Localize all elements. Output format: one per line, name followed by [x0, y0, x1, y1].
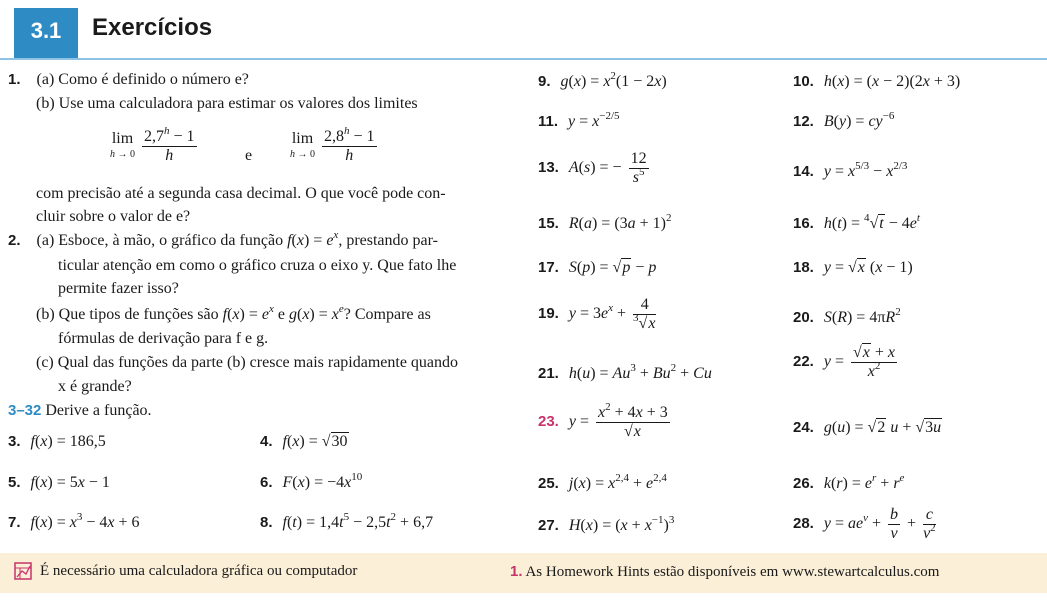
math-expr: $f(x) = e^x$ — [287, 229, 339, 249]
exercise-number: 25. — [538, 475, 559, 492]
exercise-number: 16. — [793, 215, 814, 232]
exercise-number: 5. — [8, 474, 21, 491]
section-badge — [14, 8, 78, 58]
footer-hints-text: As Homework Hints estão disponíveis em www.stewartcalculus.com — [525, 564, 940, 580]
exercise-item: 16. $h(t) = ^4√t - 4e^t$ — [793, 212, 920, 232]
exercise-number: 27. — [538, 517, 559, 534]
exercise-1-part-b: (b) Use uma calculadora para estimar os valores dos limites — [36, 95, 418, 112]
math-expr: $f(x) = e^x$ — [222, 303, 274, 323]
exercise-2-part-c: (c) Qual das funções da parte (b) cresce mais rapidamente quando — [36, 354, 459, 371]
exercise-number: 22. — [793, 353, 814, 371]
exercise-1-text: com precisão até a segunda casa decimal. O que você pode con- — [36, 185, 446, 202]
exercise-item: 17. S(p) = √p − p — [538, 259, 657, 276]
exercise-number: 26. — [793, 475, 814, 492]
exercise-number: 21. — [538, 365, 559, 382]
conjunction: e — [245, 147, 253, 164]
footer-bar — [0, 553, 1047, 593]
exercise-number: 20. — [793, 309, 814, 326]
exercise-text: (a) Como é definido o número e? — [36, 71, 249, 88]
exercise-number: 10. — [793, 73, 814, 90]
exercise-number: 13. — [538, 159, 559, 177]
exercise-number: 24. — [793, 419, 814, 436]
exercise-item: 19. $y = 3e^x$ + $\frac{4}{^3√x}$ — [538, 296, 656, 332]
exercise-item: 20. $S(R) = 4\pi R^2$ — [793, 306, 901, 326]
exercise-number: 15. — [538, 215, 559, 232]
footer-calculator-note: É necessário uma calculadora gráfica ou computador — [40, 563, 358, 579]
exercise-text: (b) Que tipos de funções são — [36, 306, 219, 323]
limit-expression-1: lim h → 0 $\frac{2,7^h - 1}{h}$ — [110, 125, 195, 164]
exercise-number: 1. — [8, 71, 21, 88]
page-title: Exercícios — [92, 14, 213, 41]
exercise-item: 9. $g(x) = x^2(1 - 2x)$ — [538, 70, 667, 90]
exercise-number: 8. — [260, 514, 273, 531]
exercise-2-part-a — [8, 231, 438, 251]
exercise-item: 10. h(x) = (x − 2)(2x + 3) — [793, 73, 961, 90]
exercise-number: 3. — [8, 433, 21, 450]
range-label: 3–32 — [8, 402, 42, 419]
exercise-number: 19. — [538, 305, 559, 323]
exercise-1-text: cluir sobre o valor de e? — [36, 208, 191, 225]
exercise-item: 8. $f(t) = 1,4t^5 - 2,5t^2 + 6,7$ — [260, 511, 434, 531]
exercise-item: 6. $F(x) = -4x^{10}$ — [260, 471, 363, 491]
exercise-number: 4. — [260, 433, 273, 450]
exercise-item: 21. $h(u) = Au^3 + Bu^2 + Cu$ — [538, 362, 712, 382]
exercise-item: 4. f(x) = √30 — [260, 433, 348, 450]
exercise-text: e — [277, 306, 285, 323]
footer-hints-note — [510, 563, 939, 581]
exercise-text: ? Compare as — [343, 306, 431, 323]
exercise-item: 24. g(u) = √2 u + √3u — [793, 419, 942, 436]
exercise-number: 7. — [8, 514, 21, 531]
title-divider — [0, 58, 1047, 60]
exercise-item: 26. $k(r) = e^r + r^e$ — [793, 472, 905, 492]
exercise-item: 22. y = $\frac{√x + x}{x^2}$ — [793, 344, 896, 380]
exercise-item: 13. A(s) = − $\frac{12}{s^5}$ — [538, 150, 647, 186]
exercise-text: fórmulas de derivação para f e g. — [58, 330, 269, 347]
section-number: 3.1 — [30, 18, 62, 43]
exercise-item: 25. $j(x) = x^{2,4} + e^{2,4}$ — [538, 472, 667, 492]
math-expr: $g(x) = x^e$ — [288, 303, 344, 323]
exercise-item: 28. $y = ae^v$ + $\frac{b}{v}$ + $\frac{c}{v^2}$ — [793, 506, 936, 542]
exercise-text: ticular atenção em como o gráfico cruza o eixo y. Que fato lhe — [58, 257, 457, 274]
graphing-calculator-icon — [14, 562, 32, 580]
exercise-item: 5. f(x) = 5x − 1 — [8, 474, 110, 491]
range-text: Derive a função. — [45, 402, 152, 419]
exercise-item: 15. $R(a) = (3a + 1)^2$ — [538, 212, 672, 232]
exercise-text: (a) Esboce, à mão, o gráfico da função — [36, 232, 284, 249]
exercise-text: , prestando par- — [338, 232, 438, 249]
exercise-item: 3. f(x) = 186,5 — [8, 433, 106, 450]
exercise-item: 12. $B(y) = cy^{-6}$ — [793, 110, 895, 130]
exercise-text: x é grande? — [58, 378, 132, 395]
exercise-number: 23. — [538, 413, 559, 431]
exercise-text: permite fazer isso? — [58, 280, 179, 297]
exercise-number: 12. — [793, 113, 814, 130]
exercise-number: 11. — [538, 113, 559, 130]
limit-expression-2: lim h → 0 $\frac{2,8^h - 1}{h}$ — [290, 125, 375, 164]
exercise-item: 14. $y = x^{5/3} - x^{2/3}$ — [793, 160, 908, 180]
footer-number: 1. — [510, 563, 523, 580]
exercise-number: 14. — [793, 163, 814, 180]
exercise-number: 2. — [8, 232, 21, 249]
exercise-number: 17. — [538, 259, 559, 276]
exercise-number: 18. — [793, 259, 814, 276]
exercise-item: 23. y = $\frac{x^2 + 4x + 3}{√x}$ — [538, 401, 668, 440]
exercise-item: 27. $H(x) = (x + x^{-1})^3$ — [538, 514, 675, 534]
range-header — [8, 401, 152, 421]
exercise-number: 28. — [793, 515, 814, 533]
exercise-item: 7. $f(x) = x^3 - 4x + 6$ — [8, 511, 140, 531]
exercise-item: 18. y = √x (x − 1) — [793, 259, 913, 276]
exercise-item: 11. $y = x^{-2/5}$ — [538, 110, 620, 130]
exercise-2-part-b — [36, 305, 431, 325]
exercise-1-part-a — [8, 70, 249, 90]
exercise-number: 6. — [260, 474, 273, 491]
exercise-number: 9. — [538, 73, 551, 90]
